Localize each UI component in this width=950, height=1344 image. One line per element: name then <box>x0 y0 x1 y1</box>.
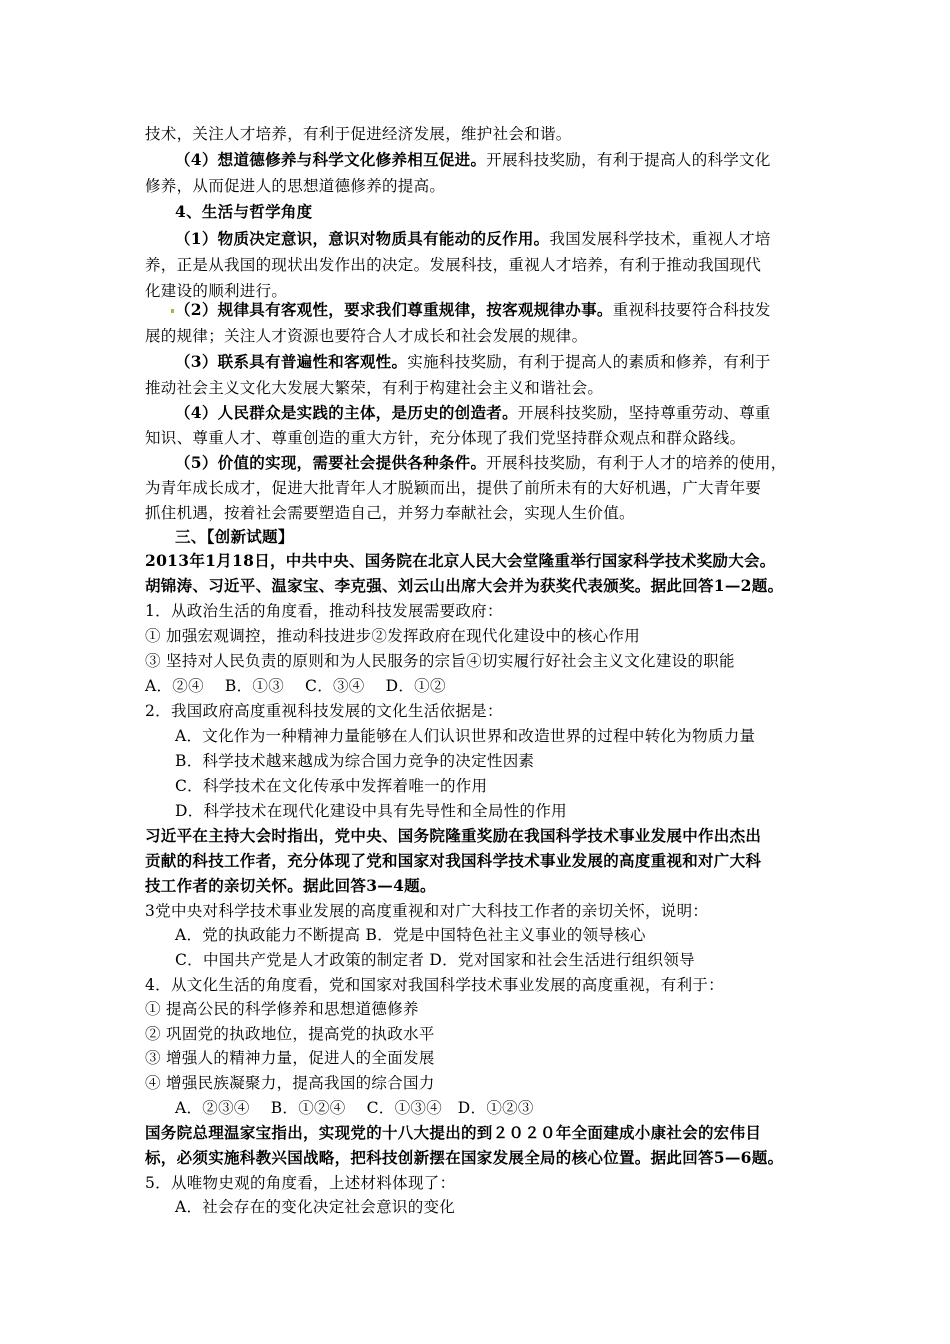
question-option: ③ 增强人的精神力量，促进人的全面发展 <box>145 1049 435 1067</box>
question-option: C．中国共产党是人才政策的制定者 D．党对国家和社会生活进行组织领导 <box>175 951 695 969</box>
question-stem: 3党中央对科学技术事业发展的高度重视和对广大科技工作者的亲切关怀，说明： <box>145 902 709 920</box>
bold-heading: （2）规律具有客观性，要求我们尊重规律，按客观规律办事。 <box>175 300 613 319</box>
question-stem: 4．从文化生活的角度看，党和国家对我国科学技术事业发展的高度重视，有利于： <box>145 976 724 994</box>
section-heading: 三、【创新试题】 <box>175 527 294 546</box>
question-option: D．科学技术在现代化建设中具有先导性和全局性的作用 <box>175 802 567 820</box>
question-option: B．科学技术越来越成为综合国力竞争的决定性因素 <box>175 752 535 770</box>
paragraph-line: （4）想道德修养与科学文化修养相互促进。开展科技奖励，有利于提高人的科学文化 <box>175 150 771 169</box>
paragraph-line: 展的规律；关注人才资源也要符合人才成长和社会发展的规律。 <box>145 327 588 345</box>
question-option: ① 提高公民的科学修养和思想道德修养 <box>145 1000 419 1018</box>
paragraph-line: 养，正是从我国的现状出发作出的决定。发展科技，重视人才培养，有利于推动我国现代 <box>145 256 762 274</box>
bold-heading: （4）想道德修养与科学文化修养相互促进。 <box>175 150 487 169</box>
bold-heading: （4）人民群众是实践的主体，是历史的创造者。 <box>175 403 518 422</box>
material-line: 国务院总理温家宝指出，实现党的十八大提出的到２０２０年全面建成小康社会的宏伟目 <box>145 1123 762 1142</box>
question-option: A．文化作为一种精神力量能够在人们认识世界和改造世界的过程中转化为物质力量 <box>175 727 756 745</box>
paragraph-line: 化建设的顺利进行。 <box>145 282 288 300</box>
paragraph-line: 为青年成长成才，促进大批青年人才脱颖而出，提供了前所未有的大好机遇，广大青年要 <box>145 479 762 497</box>
question-option: A．党的执政能力不断提高 B．党是中国特色社主义事业的领导核心 <box>175 926 646 944</box>
material-line: 标，必须实施科教兴国战略，把科技创新摆在国家发展全局的核心位置。据此回答5—6题。 <box>145 1148 784 1167</box>
question-stem: 5．从唯物史观的角度看，上述材料体现了： <box>145 1174 456 1192</box>
question-stem: 1．从政治生活的角度看，推动科技发展需要政府： <box>145 602 503 620</box>
paragraph-line: （5）价值的实现，需要社会提供各种条件。开展科技奖励，有利于人才的培养的使用， <box>175 453 787 472</box>
section-heading: 4、生活与哲学角度 <box>175 202 313 221</box>
question-option: A．社会存在的变化决定社会意识的变化 <box>175 1198 456 1216</box>
question-stem: 2．我国政府高度重视科技发展的文化生活依据是： <box>145 702 503 720</box>
bold-heading: （1）物质决定意识，意识对物质具有能动的反作用。 <box>175 229 550 248</box>
material-line: 胡锦涛、习近平、温家宝、李克强、刘云山出席大会并为获奖代表颁奖。据此回答1—2题。 <box>145 576 784 595</box>
paragraph-line: （4）人民群众是实践的主体，是历史的创造者。开展科技奖励，坚持尊重劳动、尊重 <box>175 403 771 422</box>
paragraph-line: 技术，关注人才培养，有利于促进经济发展，维护社会和谐。 <box>145 125 572 143</box>
material-line: 技工作者的亲切关怀。据此回答3—4题。 <box>145 876 436 895</box>
question-option: ③ 坚持对人民负责的原则和为人民服务的宗旨④切实履行好社会主义文化建设的职能 <box>145 652 735 670</box>
paragraph-line: 知识、尊重人才、尊重创造的重大方针，充分体现了我们党坚持群众观点和群众路线。 <box>145 429 746 447</box>
material-line: 2013年1月18日，中共中央、国务院在北京人民大会堂隆重举行国家科学技术奖励大会。 <box>145 551 776 570</box>
dot-mark <box>171 309 174 313</box>
paragraph-line: （3）联系具有普遍性和客观性。实施科技奖励，有利于提高人的素质和修养，有利于 <box>175 352 771 371</box>
paragraph-line: （1）物质决定意识，意识对物质具有能动的反作用。我国发展科学技术，重视人才培 <box>175 229 771 248</box>
material-line: 贡献的科技工作者，充分体现了党和国家对我国科学技术事业发展的高度重视和对广大科 <box>145 851 762 870</box>
answer-choices: A．②③④ B．①②④ C．①③④ D．①②③ <box>175 1099 534 1117</box>
question-option: C．科学技术在文化传承中发挥着唯一的作用 <box>175 777 488 795</box>
paragraph-line: 抓住机遇，按着社会需要塑造自己，并努力奉献社会，实现人生价值。 <box>145 504 635 522</box>
question-option: ④ 增强民族凝聚力，提高我国的综合国力 <box>145 1074 435 1092</box>
paragraph-line: （2）规律具有客观性，要求我们尊重规律，按客观规律办事。重视科技要符合科技发 <box>170 297 771 323</box>
material-line: 习近平在主持大会时指出，党中央、国务院隆重奖励在我国科学技术事业发展中作出杰出 <box>145 826 762 845</box>
bold-heading: （3）联系具有普遍性和客观性。 <box>175 352 408 371</box>
question-option: ② 巩固党的执政地位，提高党的执政水平 <box>145 1025 435 1043</box>
paragraph-line: 推动社会主义文化大发展大繁荣，有利于构建社会主义和谐社会。 <box>145 379 604 397</box>
question-option: ① 加强宏观调控，推动科技进步②发挥政府在现代化建设中的核心作用 <box>145 627 641 645</box>
bold-heading: （5）价值的实现，需要社会提供各种条件。 <box>175 453 487 472</box>
paragraph-line: 修养，从而促进人的思想道德修养的提高。 <box>145 177 446 195</box>
answer-choices: A．②④ B．①③ C．③④ D．①② <box>145 677 446 695</box>
